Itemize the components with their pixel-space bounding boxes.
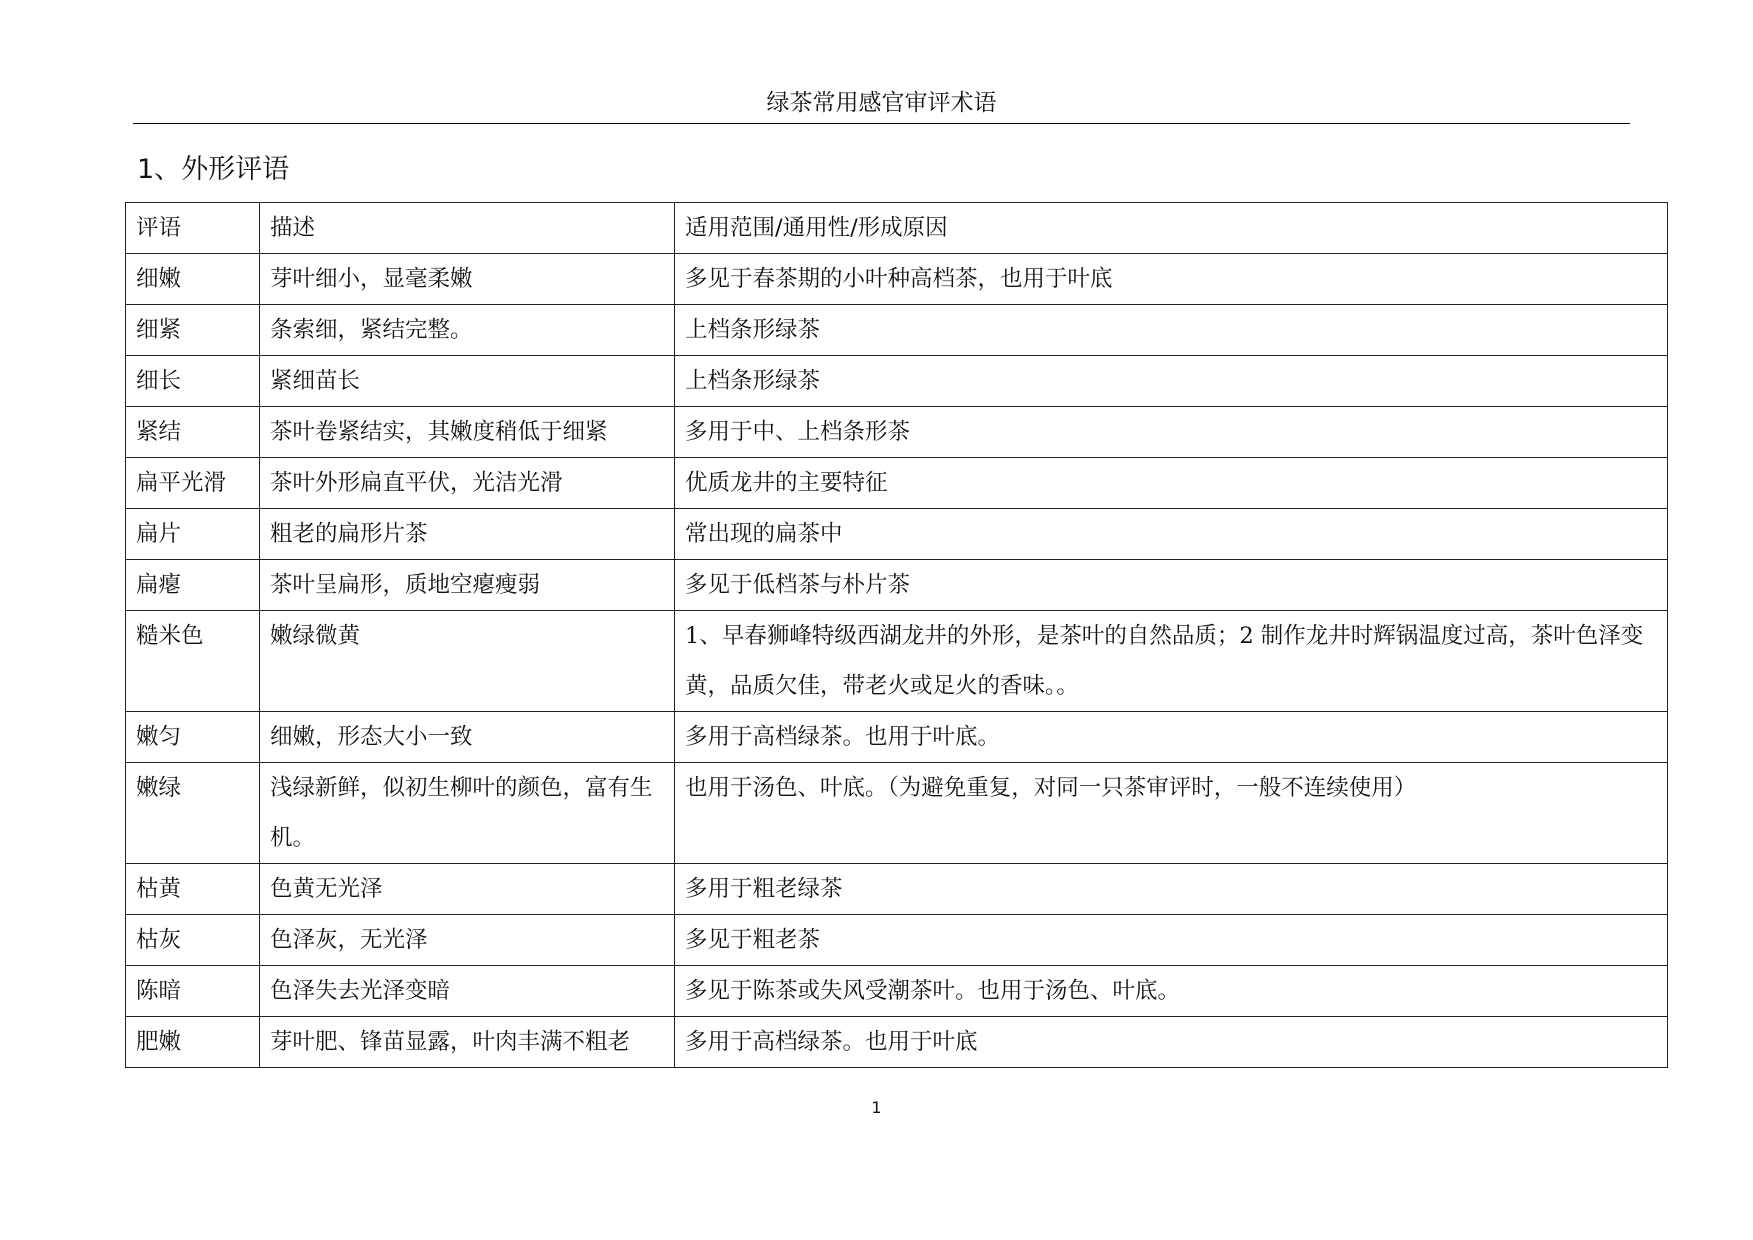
table-row: [126, 509, 1668, 560]
cell-description: 茶叶外形扁直平伏，光洁光滑: [260, 458, 675, 509]
cell-usage: 上档条形绿茶: [675, 356, 1668, 407]
cell-usage: 也用于汤色、叶底。（为避免重复，对同一只茶审评时，一般不连续使用）: [675, 763, 1668, 864]
section-heading: 1、外形评语: [137, 154, 290, 185]
cell-term: 细嫩: [126, 254, 260, 305]
page-header-title: 绿茶常用感官审评术语: [766, 90, 997, 116]
cell-description: 粗老的扁形片茶: [260, 509, 675, 560]
cell-term: 嫩绿: [126, 763, 260, 864]
cell-description: 色黄无光泽: [260, 864, 675, 915]
table-row: [126, 966, 1668, 1017]
cell-term: 紧结: [126, 407, 260, 458]
cell-description: 色泽失去光泽变暗: [260, 966, 675, 1017]
column-header-description: 描述: [260, 203, 675, 254]
table-row: [126, 458, 1668, 509]
table-row: [126, 254, 1668, 305]
cell-usage: 1、早春狮峰特级西湖龙井的外形，是茶叶的自然品质；2 制作龙井时辉锅温度过高，茶叶色泽变黄，品质欠佳，带老火或足火的香味。。: [675, 611, 1668, 712]
cell-description: 条索细，紧结完整。: [260, 305, 675, 356]
cell-description: 芽叶细小，显毫柔嫩: [260, 254, 675, 305]
column-header-term: 评语: [126, 203, 260, 254]
cell-term: 扁瘪: [126, 560, 260, 611]
table-row: [126, 407, 1668, 458]
table-row: [126, 712, 1668, 763]
cell-description: 细嫩，形态大小一致: [260, 712, 675, 763]
cell-usage: 多见于春茶期的小叶种高档茶，也用于叶底: [675, 254, 1668, 305]
cell-usage: 上档条形绿茶: [675, 305, 1668, 356]
column-header-usage: 适用范围/通用性/形成原因: [675, 203, 1668, 254]
cell-term: 肥嫩: [126, 1017, 260, 1068]
cell-usage: 多用于高档绿茶。也用于叶底: [675, 1017, 1668, 1068]
cell-description: 浅绿新鲜，似初生柳叶的颜色，富有生机。: [260, 763, 675, 864]
cell-term: 嫩匀: [126, 712, 260, 763]
cell-term: 陈暗: [126, 966, 260, 1017]
table-row: [126, 864, 1668, 915]
cell-usage: 多见于陈茶或失风受潮茶叶。也用于汤色、叶底。: [675, 966, 1668, 1017]
table-row: [126, 305, 1668, 356]
cell-description: 紧细苗长: [260, 356, 675, 407]
cell-term: 扁片: [126, 509, 260, 560]
table-body: [126, 254, 1668, 1068]
cell-description: 茶叶呈扁形，质地空瘪瘦弱: [260, 560, 675, 611]
header-divider: [133, 123, 1630, 124]
cell-usage: 多用于粗老绿茶: [675, 864, 1668, 915]
cell-description: 嫩绿微黄: [260, 611, 675, 712]
table-row: [126, 611, 1668, 712]
cell-term: 枯灰: [126, 915, 260, 966]
cell-term: 枯黄: [126, 864, 260, 915]
cell-description: 色泽灰，无光泽: [260, 915, 675, 966]
cell-usage: 多用于中、上档条形茶: [675, 407, 1668, 458]
cell-term: 糙米色: [126, 611, 260, 712]
table-row: [126, 560, 1668, 611]
cell-usage: 常出现的扁茶中: [675, 509, 1668, 560]
cell-usage: 多见于低档茶与朴片茶: [675, 560, 1668, 611]
table-header-row: [126, 203, 1668, 254]
table-row: [126, 1017, 1668, 1068]
table-row: [126, 356, 1668, 407]
cell-usage: 多见于粗老茶: [675, 915, 1668, 966]
terms-table: [125, 202, 1668, 1068]
cell-description: 芽叶肥、锋苗显露，叶肉丰满不粗老: [260, 1017, 675, 1068]
cell-term: 细紧: [126, 305, 260, 356]
cell-term: 扁平光滑: [126, 458, 260, 509]
page-number: 1: [871, 1098, 882, 1117]
table-row: [126, 915, 1668, 966]
cell-usage: 优质龙井的主要特征: [675, 458, 1668, 509]
cell-term: 细长: [126, 356, 260, 407]
table-row: [126, 763, 1668, 864]
cell-description: 茶叶卷紧结实，其嫩度稍低于细紧: [260, 407, 675, 458]
cell-usage: 多用于高档绿茶。也用于叶底。: [675, 712, 1668, 763]
